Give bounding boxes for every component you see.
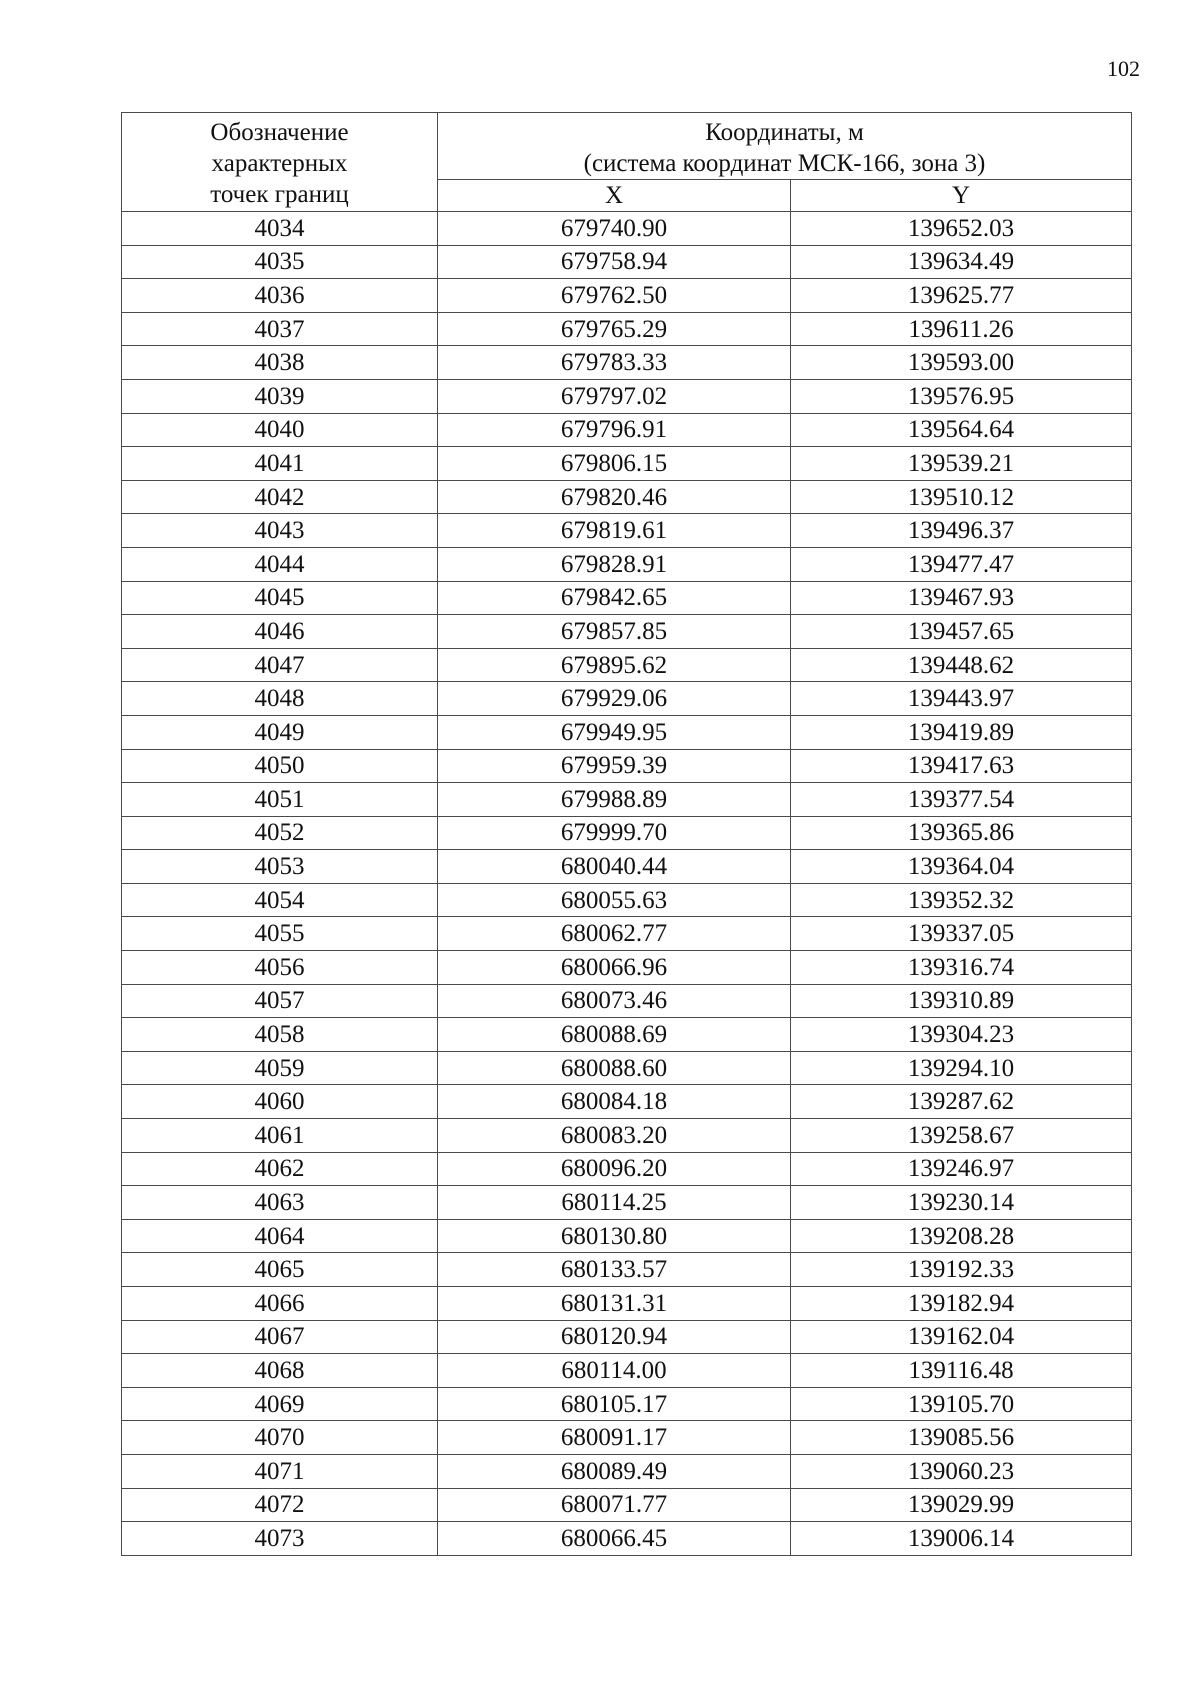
table-row (122, 480, 1132, 514)
point-cell: 4065 (122, 1253, 438, 1287)
x-coordinate-cell: 680040.44 (438, 850, 791, 884)
x-coordinate-cell: 680062.77 (438, 917, 791, 951)
y-coordinate-cell: 139576.95 (791, 379, 1132, 413)
point-cell: 4067 (122, 1320, 438, 1354)
y-coordinate-cell: 139294.10 (791, 1051, 1132, 1085)
y-coordinate-cell: 139060.23 (791, 1454, 1132, 1488)
x-column-header: X (438, 180, 791, 212)
point-cell: 4054 (122, 883, 438, 917)
x-coordinate-cell: 680130.80 (438, 1219, 791, 1253)
table-row (122, 1488, 1132, 1522)
table-row (122, 1320, 1132, 1354)
y-coordinate-cell: 139208.28 (791, 1219, 1132, 1253)
x-coordinate-cell: 679820.46 (438, 480, 791, 514)
y-coordinate-cell: 139006.14 (791, 1522, 1132, 1556)
table-row (122, 413, 1132, 447)
x-coordinate-cell: 679929.06 (438, 682, 791, 716)
x-coordinate-cell: 679857.85 (438, 615, 791, 649)
x-coordinate-cell: 680105.17 (438, 1387, 791, 1421)
table-row (122, 547, 1132, 581)
table-row (122, 883, 1132, 917)
x-coordinate-cell: 680096.20 (438, 1152, 791, 1186)
point-cell: 4052 (122, 816, 438, 850)
point-cell: 4048 (122, 682, 438, 716)
y-coordinate-cell: 139417.63 (791, 749, 1132, 783)
point-cell: 4035 (122, 245, 438, 279)
y-coordinate-cell: 139316.74 (791, 951, 1132, 985)
x-coordinate-cell: 680133.57 (438, 1253, 791, 1287)
point-cell: 4049 (122, 715, 438, 749)
table-row (122, 1018, 1132, 1052)
y-coordinate-cell: 139337.05 (791, 917, 1132, 951)
x-coordinate-cell: 679783.33 (438, 346, 791, 380)
point-cell: 4039 (122, 379, 438, 413)
point-cell: 4044 (122, 547, 438, 581)
y-coordinate-cell: 139510.12 (791, 480, 1132, 514)
table-row (122, 245, 1132, 279)
y-coordinate-cell: 139192.33 (791, 1253, 1132, 1287)
x-coordinate-cell: 680083.20 (438, 1119, 791, 1153)
x-coordinate-cell: 679797.02 (438, 379, 791, 413)
table-row (122, 1186, 1132, 1220)
y-coordinate-cell: 139029.99 (791, 1488, 1132, 1522)
point-cell: 4041 (122, 447, 438, 481)
table-row (122, 850, 1132, 884)
point-header-line-3: точек границ (210, 181, 349, 208)
y-coordinate-cell: 139443.97 (791, 682, 1132, 716)
table-row (122, 1522, 1132, 1556)
table-row (122, 648, 1132, 682)
table-row (122, 1354, 1132, 1388)
x-coordinate-cell: 679819.61 (438, 514, 791, 548)
table-row (122, 1119, 1132, 1153)
point-cell: 4062 (122, 1152, 438, 1186)
y-coordinate-cell: 139611.26 (791, 312, 1132, 346)
x-coordinate-cell: 679758.94 (438, 245, 791, 279)
x-coordinate-cell: 679959.39 (438, 749, 791, 783)
x-coordinate-cell: 680088.60 (438, 1051, 791, 1085)
y-coordinate-cell: 139304.23 (791, 1018, 1132, 1052)
y-coordinate-cell: 139419.89 (791, 715, 1132, 749)
y-coordinate-cell: 139162.04 (791, 1320, 1132, 1354)
x-coordinate-cell: 680066.45 (438, 1522, 791, 1556)
table-row (122, 783, 1132, 817)
y-coordinate-cell: 139364.04 (791, 850, 1132, 884)
y-coordinate-cell: 139105.70 (791, 1387, 1132, 1421)
point-column-header (122, 113, 438, 212)
x-coordinate-cell: 679740.90 (438, 212, 791, 246)
point-cell: 4038 (122, 346, 438, 380)
table-row (122, 312, 1132, 346)
point-cell: 4068 (122, 1354, 438, 1388)
y-coordinate-cell: 139182.94 (791, 1287, 1132, 1321)
point-cell: 4071 (122, 1454, 438, 1488)
point-cell: 4040 (122, 413, 438, 447)
y-coordinate-cell: 139625.77 (791, 279, 1132, 313)
table-row (122, 917, 1132, 951)
y-coordinate-cell: 139593.00 (791, 346, 1132, 380)
point-cell: 4036 (122, 279, 438, 313)
y-coordinate-cell: 139365.86 (791, 816, 1132, 850)
x-coordinate-cell: 679796.91 (438, 413, 791, 447)
point-cell: 4069 (122, 1387, 438, 1421)
y-coordinate-cell: 139085.56 (791, 1421, 1132, 1455)
point-cell: 4042 (122, 480, 438, 514)
table-row (122, 1387, 1132, 1421)
x-coordinate-cell: 679828.91 (438, 547, 791, 581)
table-row (122, 346, 1132, 380)
x-coordinate-cell: 680055.63 (438, 883, 791, 917)
x-coordinate-cell: 680084.18 (438, 1085, 791, 1119)
table-row (122, 1421, 1132, 1455)
y-coordinate-cell: 139230.14 (791, 1186, 1132, 1220)
y-coordinate-cell: 139457.65 (791, 615, 1132, 649)
x-coordinate-cell: 680114.25 (438, 1186, 791, 1220)
table-header (122, 113, 1132, 212)
point-cell: 4070 (122, 1421, 438, 1455)
point-cell: 4060 (122, 1085, 438, 1119)
x-coordinate-cell: 680091.17 (438, 1421, 791, 1455)
table-row (122, 212, 1132, 246)
point-cell: 4058 (122, 1018, 438, 1052)
x-coordinate-cell: 680114.00 (438, 1354, 791, 1388)
x-coordinate-cell: 680131.31 (438, 1287, 791, 1321)
x-coordinate-cell: 679842.65 (438, 581, 791, 615)
y-coordinate-cell: 139310.89 (791, 984, 1132, 1018)
x-coordinate-cell: 680073.46 (438, 984, 791, 1018)
x-coordinate-cell: 680088.69 (438, 1018, 791, 1052)
point-cell: 4064 (122, 1219, 438, 1253)
y-column-header: Y (791, 180, 1132, 212)
table-row (122, 615, 1132, 649)
x-coordinate-cell: 680120.94 (438, 1320, 791, 1354)
point-cell: 4043 (122, 514, 438, 548)
point-cell: 4034 (122, 212, 438, 246)
y-coordinate-cell: 139377.54 (791, 783, 1132, 817)
point-cell: 4055 (122, 917, 438, 951)
table-row (122, 951, 1132, 985)
y-coordinate-cell: 139448.62 (791, 648, 1132, 682)
y-coordinate-cell: 139352.32 (791, 883, 1132, 917)
point-cell: 4037 (122, 312, 438, 346)
point-cell: 4047 (122, 648, 438, 682)
coordinates-header-line-1: Координаты, м (705, 119, 864, 146)
table-row (122, 816, 1132, 850)
page-number: 102 (1107, 56, 1140, 81)
x-coordinate-cell: 680089.49 (438, 1454, 791, 1488)
x-coordinate-cell: 679762.50 (438, 279, 791, 313)
point-cell: 4056 (122, 951, 438, 985)
y-coordinate-cell: 139467.93 (791, 581, 1132, 615)
coordinates-column-header (438, 113, 1132, 180)
table-row (122, 1253, 1132, 1287)
point-header-line-2: характерных (211, 150, 348, 177)
table-row (122, 1152, 1132, 1186)
y-coordinate-cell: 139287.62 (791, 1085, 1132, 1119)
point-cell: 4066 (122, 1287, 438, 1321)
point-cell: 4072 (122, 1488, 438, 1522)
table-row (122, 1454, 1132, 1488)
x-coordinate-cell: 679765.29 (438, 312, 791, 346)
y-coordinate-cell: 139246.97 (791, 1152, 1132, 1186)
point-cell: 4051 (122, 783, 438, 817)
y-coordinate-cell: 139258.67 (791, 1119, 1132, 1153)
point-cell: 4053 (122, 850, 438, 884)
table-row (122, 715, 1132, 749)
point-cell: 4061 (122, 1119, 438, 1153)
table-row (122, 1051, 1132, 1085)
y-coordinate-cell: 139652.03 (791, 212, 1132, 246)
point-cell: 4057 (122, 984, 438, 1018)
table-row (122, 1287, 1132, 1321)
coordinates-table (121, 112, 1132, 1556)
point-cell: 4050 (122, 749, 438, 783)
table-body (122, 212, 1132, 1556)
table-row (122, 379, 1132, 413)
x-coordinate-cell: 680071.77 (438, 1488, 791, 1522)
y-coordinate-cell: 139477.47 (791, 547, 1132, 581)
x-coordinate-cell: 679949.95 (438, 715, 791, 749)
x-coordinate-cell: 679806.15 (438, 447, 791, 481)
table-row (122, 1085, 1132, 1119)
x-coordinate-cell: 679999.70 (438, 816, 791, 850)
point-cell: 4059 (122, 1051, 438, 1085)
x-coordinate-cell: 680066.96 (438, 951, 791, 985)
table-row (122, 581, 1132, 615)
y-coordinate-cell: 139634.49 (791, 245, 1132, 279)
y-coordinate-cell: 139496.37 (791, 514, 1132, 548)
y-coordinate-cell: 139116.48 (791, 1354, 1132, 1388)
point-header-line-1: Обозначение (210, 119, 349, 146)
point-cell: 4046 (122, 615, 438, 649)
table-row (122, 749, 1132, 783)
table-row (122, 279, 1132, 313)
table-row (122, 682, 1132, 716)
y-coordinate-cell: 139564.64 (791, 413, 1132, 447)
point-cell: 4063 (122, 1186, 438, 1220)
table-row (122, 514, 1132, 548)
point-cell: 4045 (122, 581, 438, 615)
table-row (122, 1219, 1132, 1253)
point-cell: 4073 (122, 1522, 438, 1556)
x-coordinate-cell: 679895.62 (438, 648, 791, 682)
coordinates-header-line-2: (система координат МСК-166, зона 3) (583, 150, 986, 177)
y-coordinate-cell: 139539.21 (791, 447, 1132, 481)
x-coordinate-cell: 679988.89 (438, 783, 791, 817)
table-row (122, 984, 1132, 1018)
table-row (122, 447, 1132, 481)
